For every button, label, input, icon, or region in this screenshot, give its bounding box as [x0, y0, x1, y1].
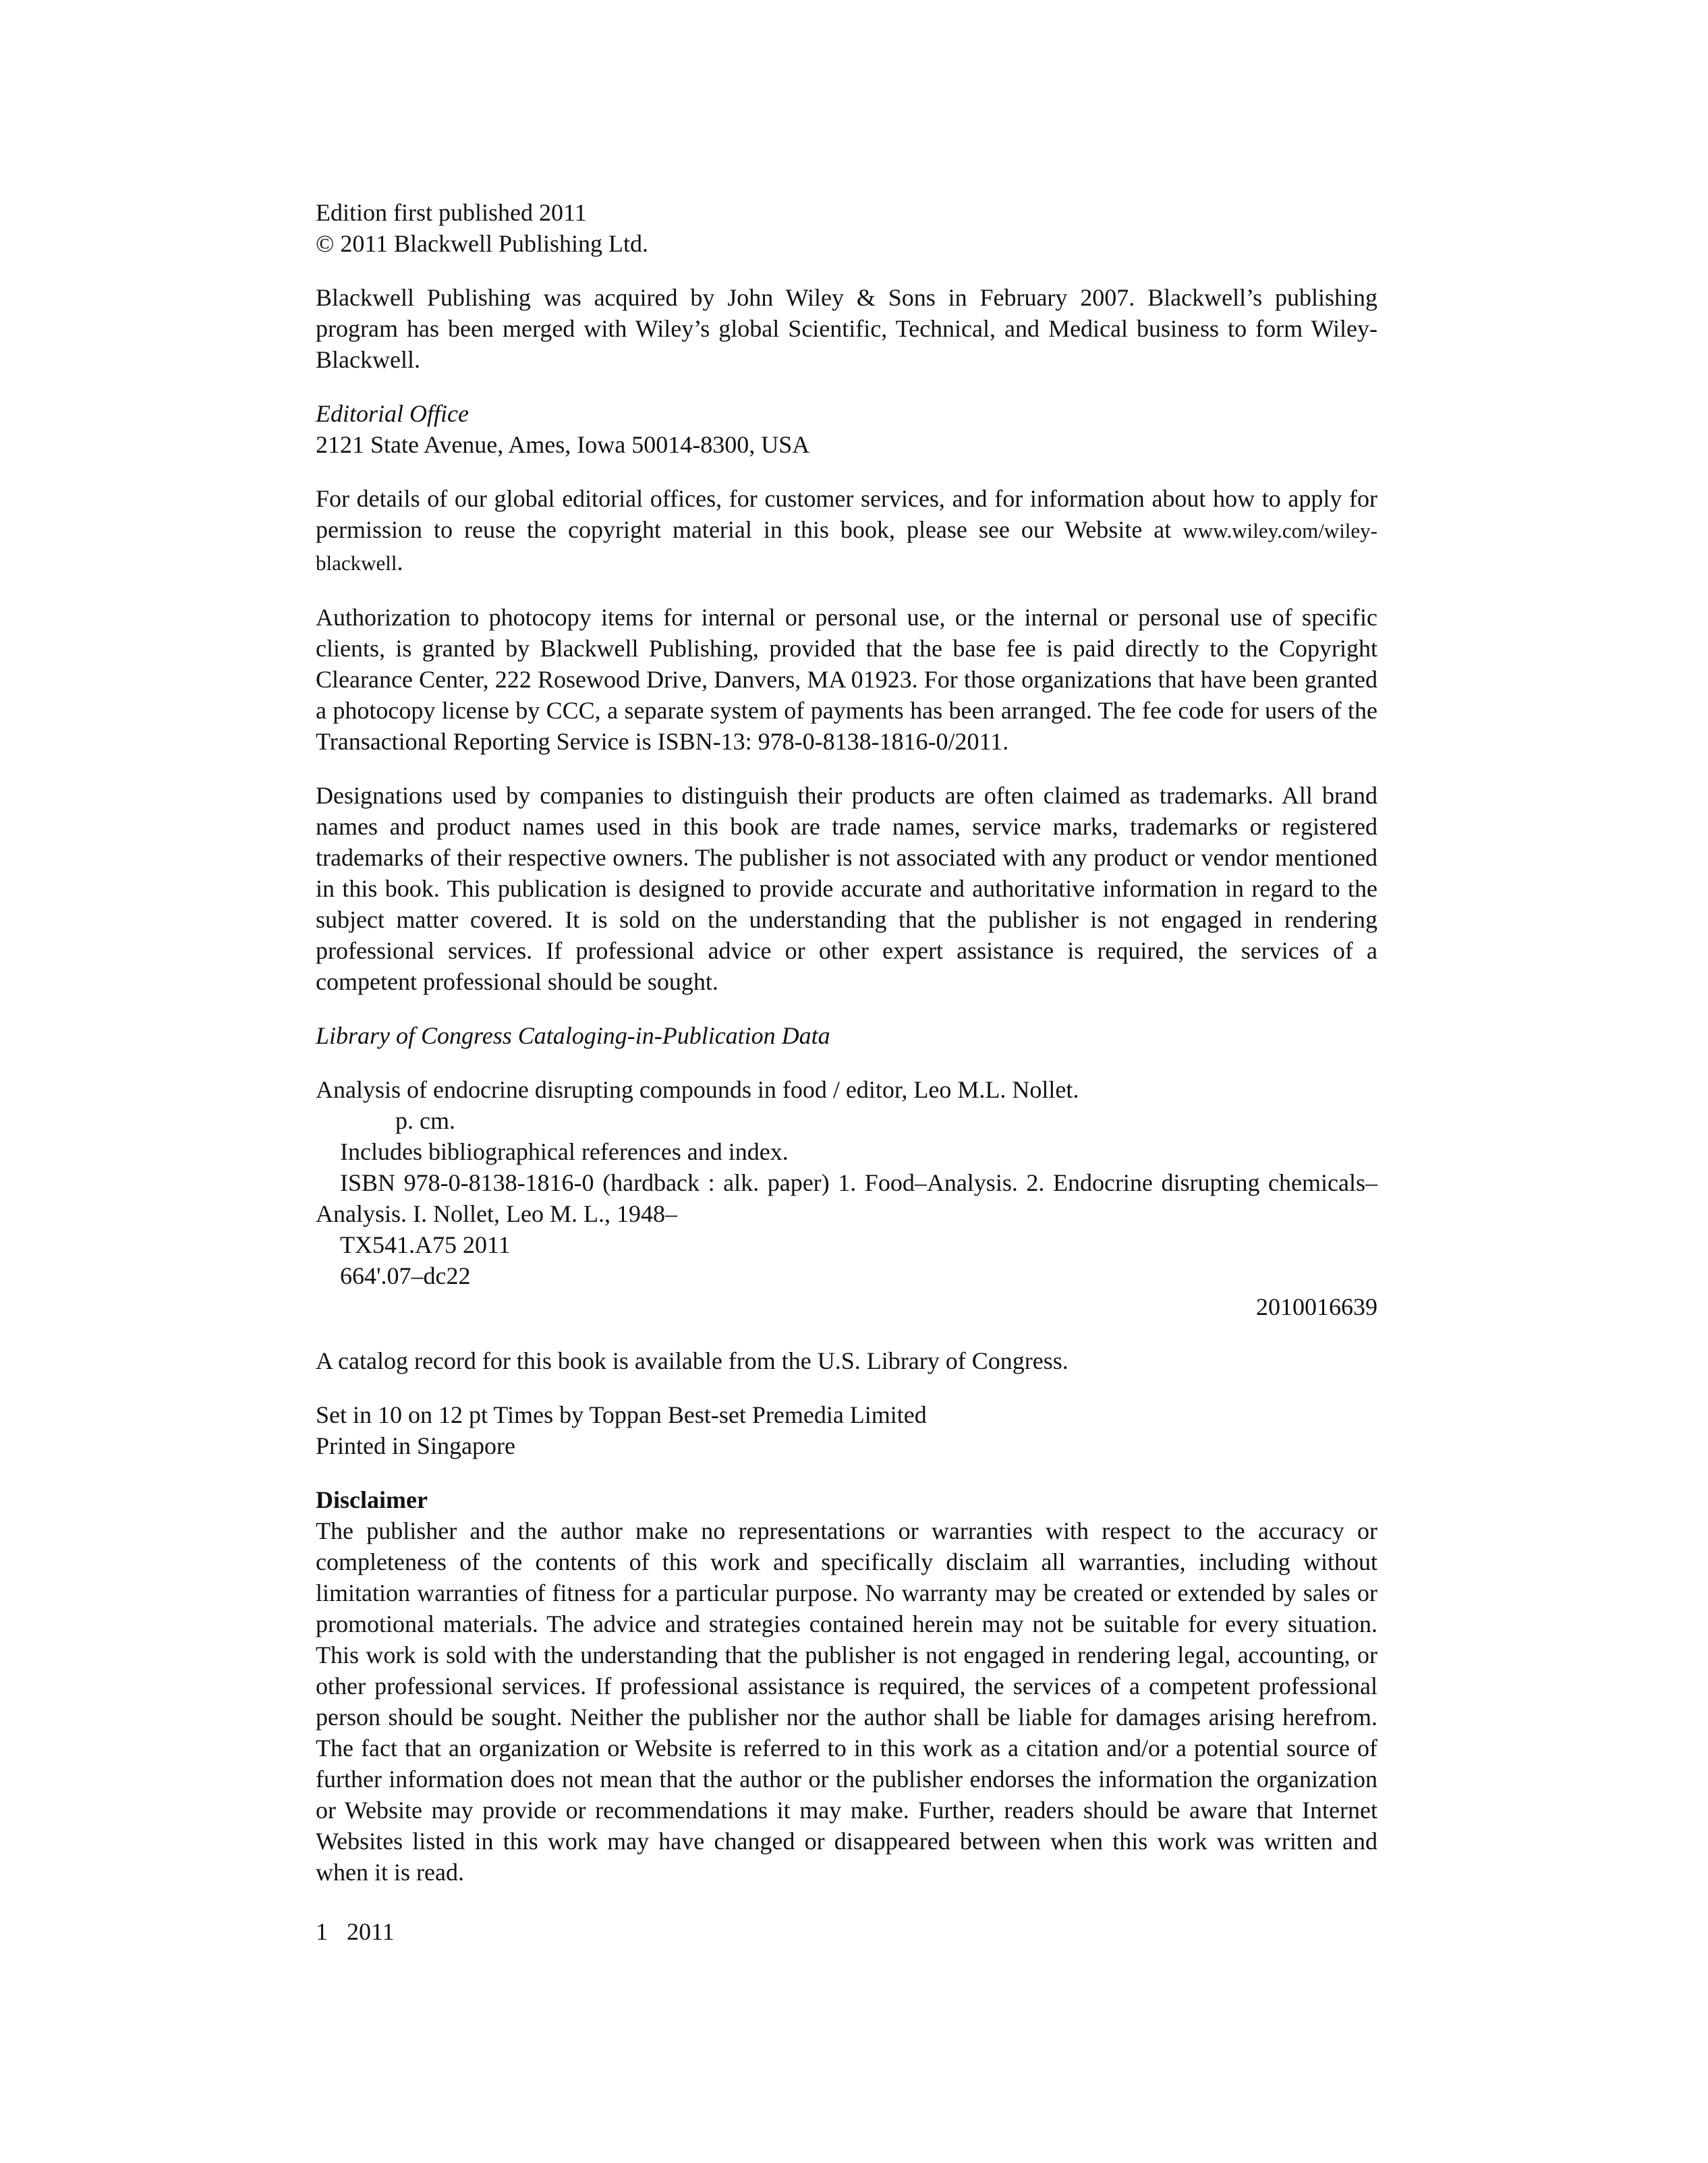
- cip-isbn: ISBN 978-0-8138-1816-0 (hardback : alk. paper) 1. Food–Analysis. 2. Endocrine disrupting chemicals–Analysis. I. Nollet, Leo M. L., 1948–: [316, 1169, 1377, 1227]
- designations-paragraph: Designations used by companies to distinguish their products are often claimed as trademarks. All brand names and product names used in this book are trade names, service marks, trademarks or registered trademarks of their respective owners. The publisher is not associated with any product or vendor mentioned in this book. This publication is designed to provide accurate and authoritative information in regard to the subject matter covered. It is sold on the understanding that the publisher is not engaged in rendering professional services. If professional advice or other expert assistance is required, the services of a competent professional should be sought.: [316, 782, 1377, 995]
- cip-includes: Includes bibliographical references and index.: [340, 1138, 789, 1165]
- acquisition-paragraph: Blackwell Publishing was acquired by John Wiley & Sons in February 2007. Blackwell’s publishing program has been merged with Wiley’s global Scientific, Technical, and Medical business to form Wiley-Blackwell.: [316, 284, 1377, 373]
- details-text: For details of our global editorial offices, for customer services, and for information about how to apply for permission to reuse the copyright material in this book, please see our Website at: [316, 485, 1377, 543]
- cip-pcm: p. cm.: [395, 1107, 455, 1134]
- editorial-office-address: 2121 State Avenue, Ames, Iowa 50014-8300, USA: [316, 431, 810, 458]
- disclaimer-block: [316, 1484, 1377, 1888]
- editorial-office-heading: Editorial Office: [316, 400, 469, 427]
- catalog-record: A catalog record for this book is available from the U.S. Library of Congress.: [316, 1347, 1069, 1374]
- cip-block: [316, 1074, 1377, 1322]
- edition-block: [316, 197, 1377, 259]
- authorization-paragraph: Authorization to photocopy items for internal or personal use, or the internal or personal use of specific clients, is granted by Blackwell Publishing, provided that the base fee is paid directly to the Copyright Clearance Center, 222 Rosewood Drive, Danvers, MA 01923. For those organizations that have been granted a photocopy license by CCC, a separate system of payments has been arranged. The fee code for users of the Transactional Reporting Service is ISBN-13: 978-0-8138-1816-0/2011.: [316, 604, 1377, 755]
- typeset-line: Set in 10 on 12 pt Times by Toppan Best-set Premedia Limited: [316, 1401, 927, 1428]
- disclaimer-text: The publisher and the author make no representations or warranties with respect to the accuracy or completeness of the contents of this work and specifically disclaim all warranties, including without limitation warranties of fitness for a particular purpose. No warranty may be created or extended by sales or promotional materials. The advice and strategies contained herein may not be suitable for every situation. This work is sold with the understanding that the publisher is not engaged in rendering legal, accounting, or other professional services. If professional assistance is required, the services of a competent professional person should be sought. Neither the publisher nor the author shall be liable for damages arising herefrom. The fact that an organization or Website is referred to in this work as a citation and/or a potential source of further information does not mean that the author or the publisher endorses the information the organization or Website may provide or recommendations it may make. Further, readers should be aware that Internet Websites listed in this work may have changed or disappeared between when this work was written and when it is read.: [316, 1517, 1377, 1886]
- editorial-office-block: [316, 398, 1377, 460]
- impression-number: 1: [316, 1918, 328, 1945]
- edition-line: Edition first published 2011: [316, 199, 587, 226]
- details-end: .: [397, 549, 403, 575]
- cip-dewey: 664'.07–dc22: [340, 1262, 471, 1289]
- print-line: [316, 1916, 1377, 1947]
- cip-title-line: Analysis of endocrine disrupting compounds in food / editor, Leo M.L. Nollet.: [316, 1076, 1079, 1103]
- cip-lc-class: TX541.A75 2011: [340, 1231, 511, 1258]
- website-link[interactable]: www.wiley.com/wiley-blackwell: [316, 519, 1377, 575]
- cip-lccn: 2010016639: [1256, 1293, 1377, 1320]
- typesetting-block: [316, 1399, 1377, 1461]
- cip-heading: Library of Congress Cataloging-in-Publication Data: [316, 1022, 830, 1049]
- copyright-page: [316, 197, 1377, 1947]
- details-paragraph: [316, 483, 1377, 579]
- printed-line: Printed in Singapore: [316, 1432, 515, 1459]
- disclaimer-heading: Disclaimer: [316, 1486, 428, 1513]
- copyright-line: © 2011 Blackwell Publishing Ltd.: [316, 230, 648, 257]
- print-year: 2011: [347, 1918, 395, 1945]
